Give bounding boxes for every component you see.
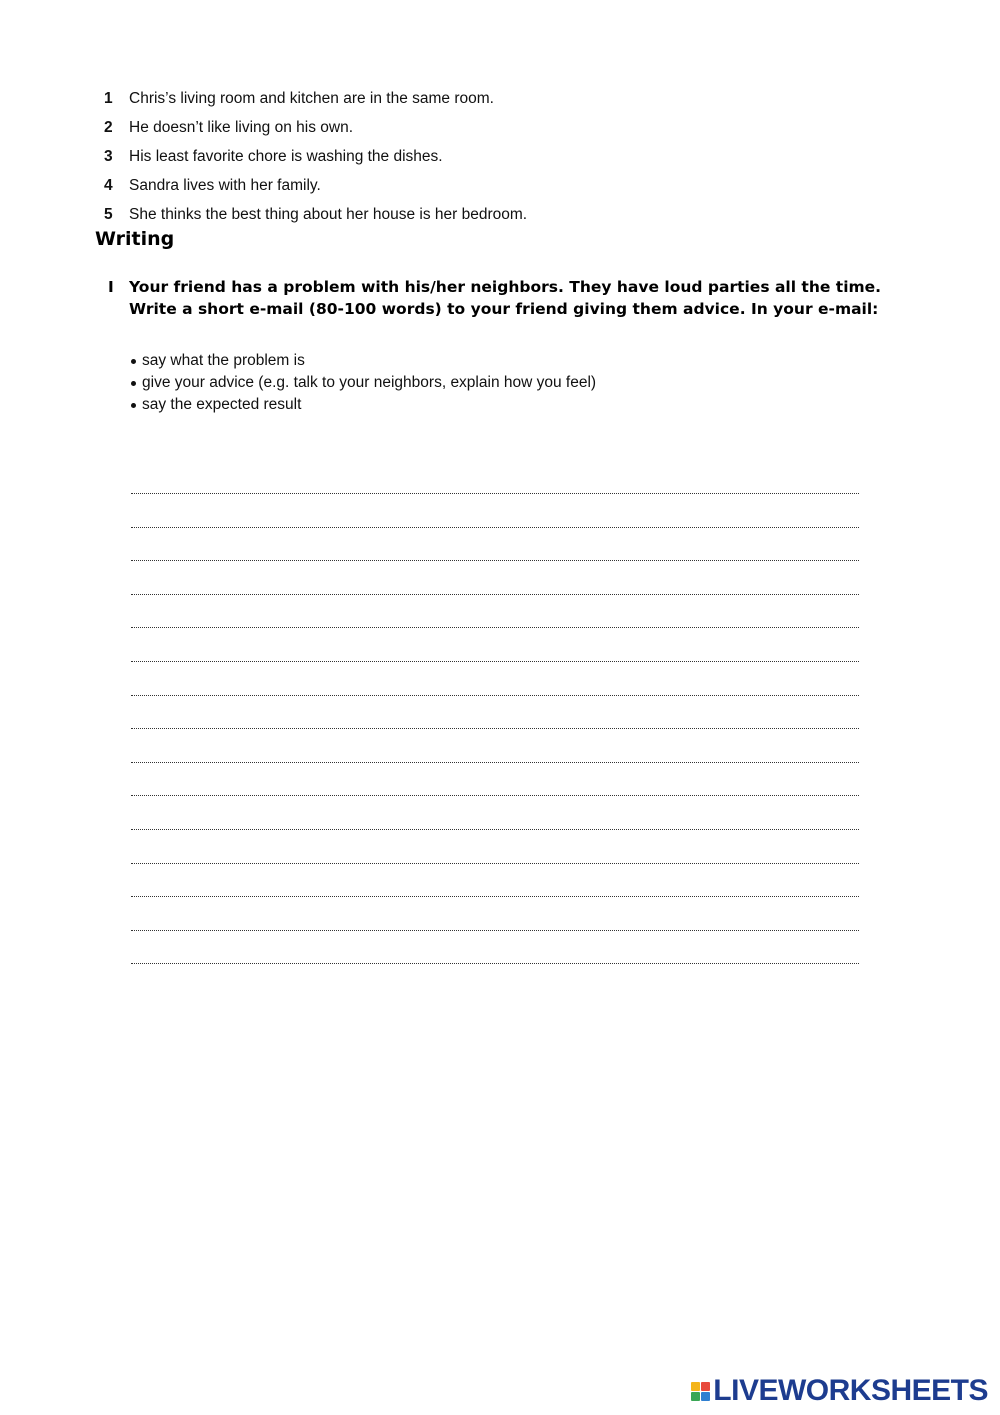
statement-item	[104, 113, 527, 142]
bullet-item	[128, 350, 596, 372]
answer-area[interactable]	[131, 480, 859, 984]
answer-line[interactable]	[131, 883, 859, 917]
answer-line[interactable]	[131, 547, 859, 581]
logo-square	[701, 1382, 710, 1391]
statement-text: Chris’s living room and kitchen are in the same room.	[129, 89, 494, 107]
statement-number: 4	[104, 176, 113, 194]
answer-line[interactable]	[131, 614, 859, 648]
statement-number: 1	[104, 89, 113, 107]
answer-line[interactable]	[131, 480, 859, 514]
bullet-item	[128, 394, 596, 416]
logo-square	[691, 1382, 700, 1391]
answer-line[interactable]	[131, 514, 859, 548]
statement-item	[104, 84, 527, 113]
statement-text: He doesn’t like living on his own.	[129, 118, 354, 136]
answer-line[interactable]	[131, 850, 859, 884]
logo-square	[691, 1392, 700, 1401]
writing-task	[108, 276, 908, 320]
liveworksheets-logo	[691, 1374, 988, 1408]
bullet-item	[128, 372, 596, 394]
answer-line[interactable]	[131, 581, 859, 615]
statement-text: She thinks the best thing about her house is her bedroom.	[129, 205, 528, 223]
statement-text: Sandra lives with her family.	[129, 176, 321, 194]
answer-line[interactable]	[131, 715, 859, 749]
answer-line[interactable]	[131, 682, 859, 716]
answer-line[interactable]	[131, 648, 859, 682]
bullet-icon	[131, 359, 136, 364]
answer-line[interactable]	[131, 782, 859, 816]
answer-line[interactable]	[131, 950, 859, 984]
logo-icon	[691, 1382, 710, 1401]
statement-item	[104, 142, 527, 171]
answer-line[interactable]	[131, 749, 859, 783]
statement-item	[104, 171, 527, 200]
bullet-text: give your advice (e.g. talk to your neighbors, explain how you feel)	[142, 374, 597, 391]
task-bullet-list	[128, 350, 596, 416]
writing-heading: Writing	[95, 228, 175, 250]
answer-line[interactable]	[131, 917, 859, 951]
bullet-icon	[131, 381, 136, 386]
bullet-text: say the expected result	[142, 396, 302, 413]
logo-square	[701, 1392, 710, 1401]
task-number: I	[108, 278, 114, 296]
statement-number: 5	[104, 205, 113, 223]
bullet-icon	[131, 403, 136, 408]
bullet-text: say what the problem is	[142, 352, 305, 369]
statement-list	[104, 84, 527, 229]
statement-number: 2	[104, 118, 113, 136]
statement-text: His least favorite chore is washing the dishes.	[129, 147, 443, 165]
statement-number: 3	[104, 147, 113, 165]
task-instructions: Your friend has a problem with his/her neighbors. They have loud parties all the time. Write a short e-mail (80-100 words) to your friend giving them advice. In your e-mail:	[129, 278, 882, 318]
statement-item	[104, 200, 527, 229]
logo-text: LIVEWORKSHEETS	[713, 1374, 988, 1407]
answer-line[interactable]	[131, 816, 859, 850]
